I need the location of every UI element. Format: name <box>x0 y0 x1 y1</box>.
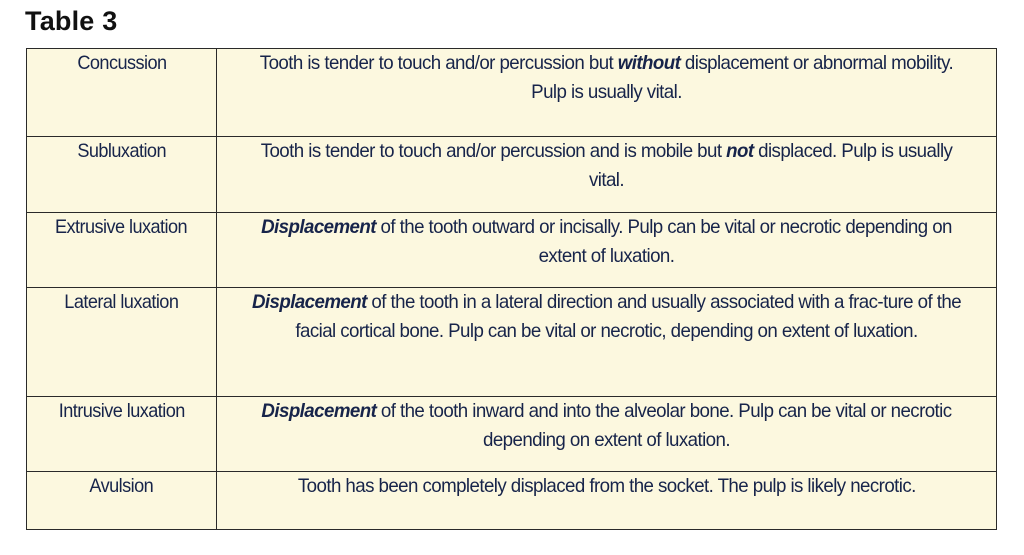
table-row <box>27 137 997 213</box>
injury-description-cell <box>217 397 997 472</box>
table-row <box>27 288 997 397</box>
injury-term: Concussion <box>76 52 167 74</box>
injury-description <box>298 472 916 501</box>
description-text: displacement or abnormal mobility. Pulp is usually vital. <box>531 52 954 103</box>
description-text: displaced. Pulp is usually vital. <box>588 140 953 191</box>
description-text: Tooth is tender to touch and/or percussion but <box>259 52 618 74</box>
injury-description <box>242 397 971 455</box>
injury-description-cell <box>217 213 997 288</box>
injury-description <box>242 213 971 271</box>
injury-term: Avulsion <box>89 475 154 497</box>
injury-description-cell <box>217 288 997 397</box>
description-text: of the tooth outward or incisally. Pulp can be vital or necrotic depending on extent of luxation. <box>375 216 952 267</box>
table-row <box>27 49 997 137</box>
table-row <box>27 213 997 288</box>
description-emphasis: without <box>617 52 681 74</box>
description-emphasis: Displacement <box>261 400 377 422</box>
description-text: Tooth is tender to touch and/or percussion and is mobile but <box>260 140 727 162</box>
injury-term-cell <box>27 213 217 288</box>
description-text: of the tooth inward and into the alveolar bone. Pulp can be vital or necrotic depending on extent of luxation. <box>376 400 952 451</box>
injury-description <box>242 288 971 346</box>
injury-term: Extrusive luxation <box>55 216 188 238</box>
dental-injury-table <box>26 48 997 530</box>
injury-term: Subluxation <box>77 140 166 162</box>
description-emphasis: not <box>726 140 754 162</box>
injury-description-cell <box>217 472 997 530</box>
injury-description <box>242 49 971 107</box>
description-emphasis: Displacement <box>251 291 367 313</box>
injury-description-cell <box>217 137 997 213</box>
injury-term-cell <box>27 472 217 530</box>
table-row <box>27 472 997 530</box>
injury-term-cell <box>27 288 217 397</box>
table-title: Table 3 <box>25 6 118 36</box>
injury-description <box>242 137 971 195</box>
injury-term: Lateral luxation <box>64 291 179 313</box>
description-emphasis: Displacement <box>261 216 376 238</box>
injury-term-cell <box>27 137 217 213</box>
description-text: of the tooth in a lateral direction and usually associated with a frac-ture of the facial cortical bone. Pulp can be vital or necrotic, depending on extent of luxation. <box>295 291 962 342</box>
injury-term: Intrusive luxation <box>58 400 185 422</box>
injury-term-cell <box>27 397 217 472</box>
injury-description-cell <box>217 49 997 137</box>
injury-term-cell <box>27 49 217 137</box>
description-text: Tooth has been completely displaced from the socket. The pulp is likely necrotic. <box>297 475 916 497</box>
table-row <box>27 397 997 472</box>
